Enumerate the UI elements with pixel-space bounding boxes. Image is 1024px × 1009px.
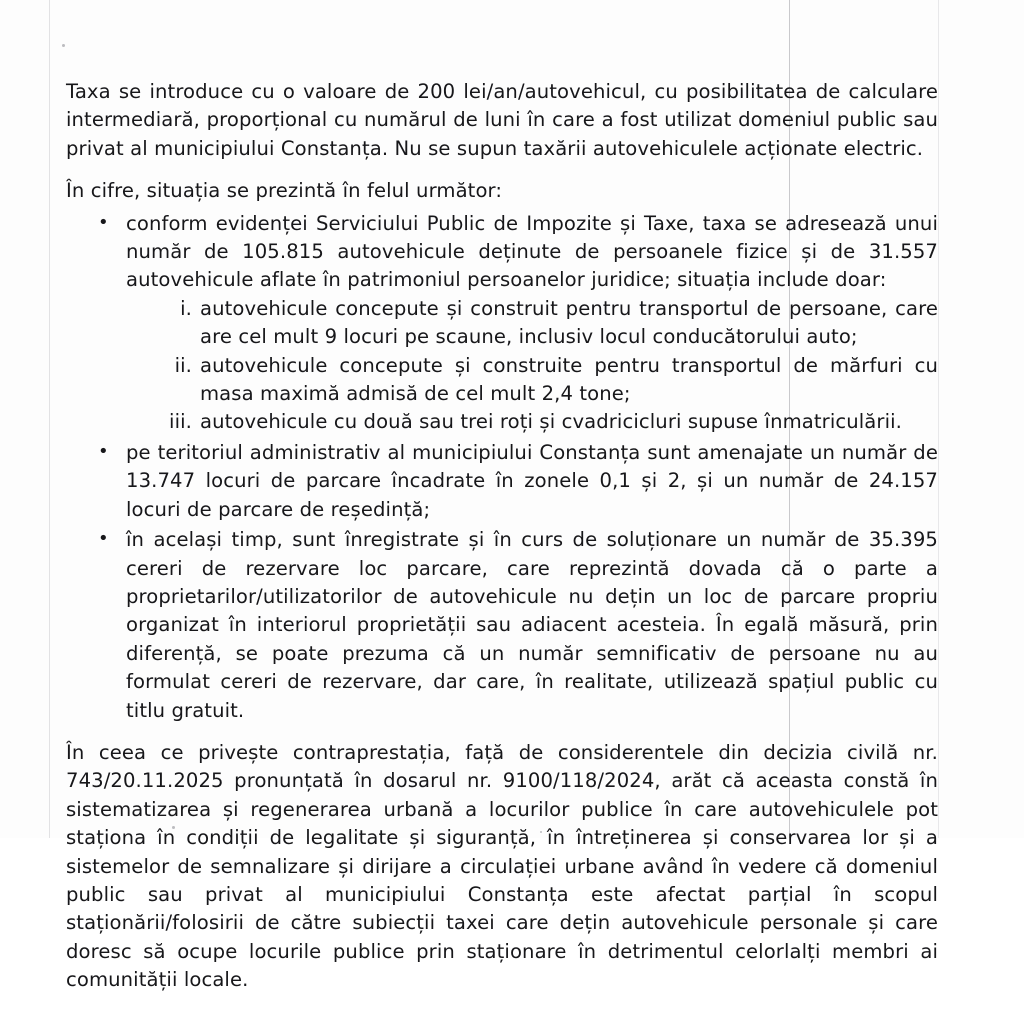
list-item [126, 352, 938, 409]
bullet-list [66, 210, 938, 725]
paragraph-figures-lead: În cifre, situația se prezintă în felul următor: [66, 179, 503, 203]
list-item [126, 408, 938, 436]
list-item-text: în același timp, sunt înregistrate și în curs de soluționare un număr de 35.395 cereri de rezervare loc parcare, care reprezintă dovada că o parte a proprietarilor/utilizatorilor de autovehicule nu dețin un loc de parcare propriu organizat în interiorul proprietății sau adiacent acesteia. În egală măsură, prin diferență, se poate prezuma că un număr semnificativ de persoane nu au formulat cereri de rezervare, dar care, în realitate, utilizează spațiul public cu titlu gratuit. [126, 528, 938, 722]
roman-sub-list [126, 295, 938, 437]
roman-marker: ii. [174, 353, 192, 377]
bullet-marker: • [98, 211, 109, 233]
list-item [66, 439, 938, 524]
bullet-marker: • [98, 528, 109, 550]
list-item-text: autovehicule cu două sau trei roți și cvadricicluri supuse înmatriculării. [200, 410, 902, 434]
list-item [126, 295, 938, 352]
list-item [66, 210, 938, 437]
paragraph-contraprestatie: În ceea ce privește contraprestația, față de considerentele din decizia civilă nr. 743/20.11.2025 pronunțată în dosarul nr. 9100/118/2024, arăt că aceasta constă în sistematizarea și regenerarea urbană a locurilor publice în care autovehiculele pot staționa în condiții de legalitate și siguranță, în întreținerea și conservarea lor și a sistemelor de semnalizare și dirijare a circulației urbane având în vedere că domeniul public sau privat al municipiului Constanța este afectat parțial în scopul staționării/folosirii de către subiecții taxei care dețin autovehicule personale și care doresc să ocupe locurile publice prin staționare în detrimentul celorlalți membri ai comunității locale. [66, 740, 938, 992]
document-body [66, 78, 938, 1009]
scan-right-edge-line [938, 0, 939, 838]
list-item-text: autovehicule concepute și construit pentru transportul de persoane, care are cel mult 9 locuri pe scaune, inclusiv locul conducătorului auto; [200, 296, 938, 349]
bullet-marker: • [98, 440, 109, 462]
list-item-text: autovehicule concepute și construite pentru transportul de mărfuri cu masa maximă admisă de cel mult 2,4 tone; [200, 353, 938, 406]
scan-speck [62, 44, 65, 47]
list-item-text: pe teritoriul administrativ al municipiului Constanța sunt amenajate un număr de 13.747 locuri de parcare încadrate în zonele 0,1 și 2, și un număr de 24.157 locuri de parcare de reședință; [126, 440, 938, 521]
roman-marker: iii. [169, 410, 192, 434]
list-item-text: conform evidenței Serviciului Public de Impozite și Taxe, taxa se adresează unui număr de 105.815 autovehicule deținute de persoanele fizice și de 31.557 autovehicule aflate în patrimoniul persoanelor juridice; situația include doar: [126, 211, 938, 292]
list-item [66, 526, 938, 725]
roman-marker: i. [180, 296, 192, 320]
scan-margin-line [49, 0, 50, 838]
paragraph-intro: Taxa se introduce cu o valoare de 200 lei/an/autovehicul, cu posibilitatea de calculare intermediară, proporțional cu numărul de luni în care a fost utilizat domeniul public sau privat al municipiului Constanța. Nu se supun taxării autovehiculele acționate electric. [66, 80, 938, 160]
